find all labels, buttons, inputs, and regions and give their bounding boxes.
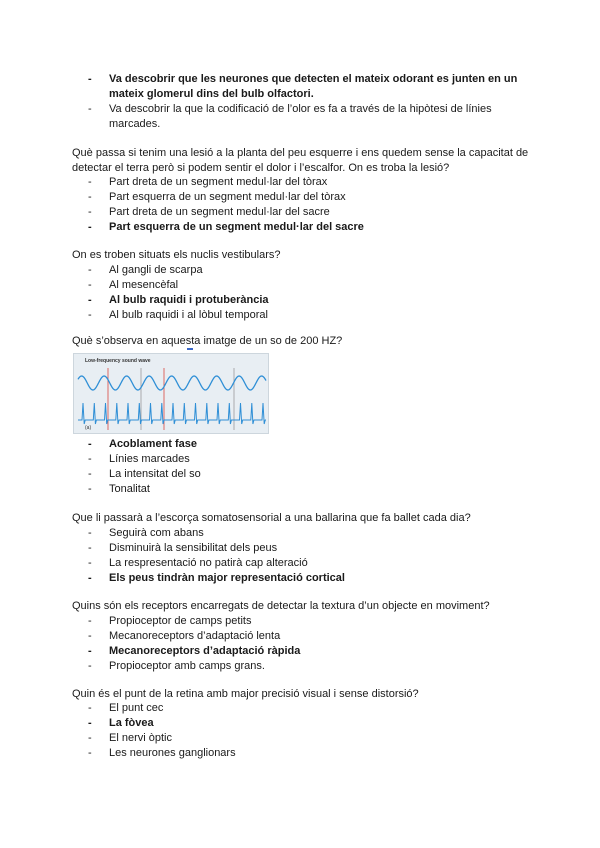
list-item — [88, 614, 538, 629]
answer-list — [88, 701, 538, 761]
item-text: Va descobrir que les neurones que detecten el mateix odorant es junten en un mateix glomerul dins del bulb olfactori. — [109, 73, 518, 100]
spike-train — [78, 403, 266, 424]
bullet-dash: - — [88, 73, 92, 85]
sound-wave-figure — [73, 353, 269, 434]
option-text: La respresentació no patirà cap alteració — [109, 557, 308, 569]
option-text: La fòvea — [109, 717, 154, 729]
list-item — [88, 263, 538, 278]
figure-label: (a) — [85, 425, 92, 431]
bullet-dash: - — [88, 279, 92, 291]
option-text: Els peus tindràn major representació cortical — [109, 572, 345, 584]
list-item — [88, 644, 538, 659]
option-text: Mecanoreceptors d’adaptació lenta — [109, 630, 281, 642]
bullet-dash: - — [88, 542, 92, 554]
wave-graphic — [74, 354, 270, 435]
sine-wave — [78, 376, 266, 390]
bullet-dash: - — [88, 206, 92, 218]
bullet-dash: - — [88, 717, 92, 729]
option-text: Al mesencèfal — [109, 279, 179, 291]
list-item — [88, 701, 538, 716]
bullet-dash: - — [88, 221, 92, 233]
item-text: Va descobrir la que la codificació de l’olor es fa a través de la hipòtesi de línies marcades. — [109, 103, 492, 130]
bullet-dash: - — [88, 557, 92, 569]
bullet-dash: - — [88, 453, 92, 465]
bullet-dash: - — [88, 615, 92, 627]
list-item — [88, 293, 538, 308]
answer-list — [88, 175, 538, 235]
option-text: Propioceptor de camps petits — [109, 615, 252, 627]
bullet-dash: - — [88, 660, 92, 672]
bullet-dash: - — [88, 191, 92, 203]
question-text: Quins són els receptors encarregats de detectar la textura d’un objecte en moviment? — [72, 600, 490, 612]
question-text: Quin és el punt de la retina amb major precisió visual i sense distorsió? — [72, 688, 419, 700]
bullet-dash: - — [88, 732, 92, 744]
bullet-dash: - — [88, 294, 92, 306]
option-text: Disminuirà la sensibilitat dels peus — [109, 542, 278, 554]
option-text: Seguirà com abans — [109, 527, 204, 539]
option-text: Línies marcades — [109, 453, 190, 465]
list-item — [88, 541, 538, 556]
bullet-dash: - — [88, 527, 92, 539]
list-item — [88, 102, 538, 132]
list-item — [88, 175, 538, 190]
option-text: Al bulb raquidi i al lòbul temporal — [109, 309, 268, 321]
bullet-dash: - — [88, 630, 92, 642]
list-item — [88, 731, 538, 746]
option-text: Les neurones ganglionars — [109, 747, 236, 759]
text-cursor-mark — [187, 348, 193, 350]
option-text: Part dreta de un segment medul·lar del sacre — [109, 206, 330, 218]
option-text: El punt cec — [109, 702, 164, 714]
question-text: On es troben situats els nuclis vestibulars? — [72, 249, 281, 261]
option-text: Acoblament fase — [109, 438, 198, 450]
option-text: Al bulb raquidi i protuberància — [109, 294, 269, 306]
list-item — [88, 482, 538, 497]
answer-list — [88, 614, 538, 674]
list-item — [88, 556, 538, 571]
question-text: Què s’observa en aquesta imatge de un so de 200 HZ? — [72, 335, 343, 347]
option-text: Propioceptor amb camps grans. — [109, 660, 265, 672]
list-item — [88, 437, 538, 452]
intro-list — [88, 72, 538, 132]
bullet-dash: - — [88, 645, 92, 657]
option-text: Part dreta de un segment medul·lar del tòrax — [109, 176, 328, 188]
answer-list — [88, 437, 538, 497]
list-item — [88, 716, 538, 731]
list-item — [88, 278, 538, 293]
bullet-dash: - — [88, 702, 92, 714]
list-item — [88, 308, 538, 323]
question-text: Que li passarà a l’escorça somatosensorial a una ballarina que fa ballet cada dia? — [72, 512, 471, 524]
list-item — [88, 220, 538, 235]
option-text: Tonalitat — [109, 483, 150, 495]
list-item — [88, 629, 538, 644]
list-item — [88, 571, 538, 586]
bullet-dash: - — [88, 468, 92, 480]
option-text: Mecanoreceptors d’adaptació ràpida — [109, 645, 301, 657]
option-text: Part esquerra de un segment medul·lar del sacre — [109, 221, 364, 233]
list-item — [88, 467, 538, 482]
option-text: La intensitat del so — [109, 468, 201, 480]
option-text: Part esquerra de un segment medul·lar del tòrax — [109, 191, 346, 203]
list-item — [88, 72, 538, 102]
question-text: Què passa si tenim una lesió a la planta del peu esquerre i ens quedem sense la capacitat de detectar el terra però si podem sentir el dolor i l’escalfor. On es troba la lesió? — [72, 147, 529, 174]
answer-list — [88, 526, 538, 586]
option-text: Al gangli de scarpa — [109, 264, 203, 276]
bullet-dash: - — [88, 483, 92, 495]
bullet-dash: - — [88, 176, 92, 188]
bullet-dash: - — [88, 264, 92, 276]
list-item — [88, 190, 538, 205]
list-item — [88, 659, 538, 674]
bullet-dash: - — [88, 572, 92, 584]
bullet-dash: - — [88, 309, 92, 321]
bullet-dash: - — [88, 747, 92, 759]
list-item — [88, 452, 538, 467]
list-item — [88, 205, 538, 220]
option-text: El nervi òptic — [109, 732, 172, 744]
bullet-dash: - — [88, 438, 92, 450]
list-item — [88, 746, 538, 761]
answer-list — [88, 263, 538, 323]
figure-title: Low-frequency sound wave — [85, 358, 151, 364]
bullet-dash: - — [88, 103, 92, 115]
list-item — [88, 526, 538, 541]
